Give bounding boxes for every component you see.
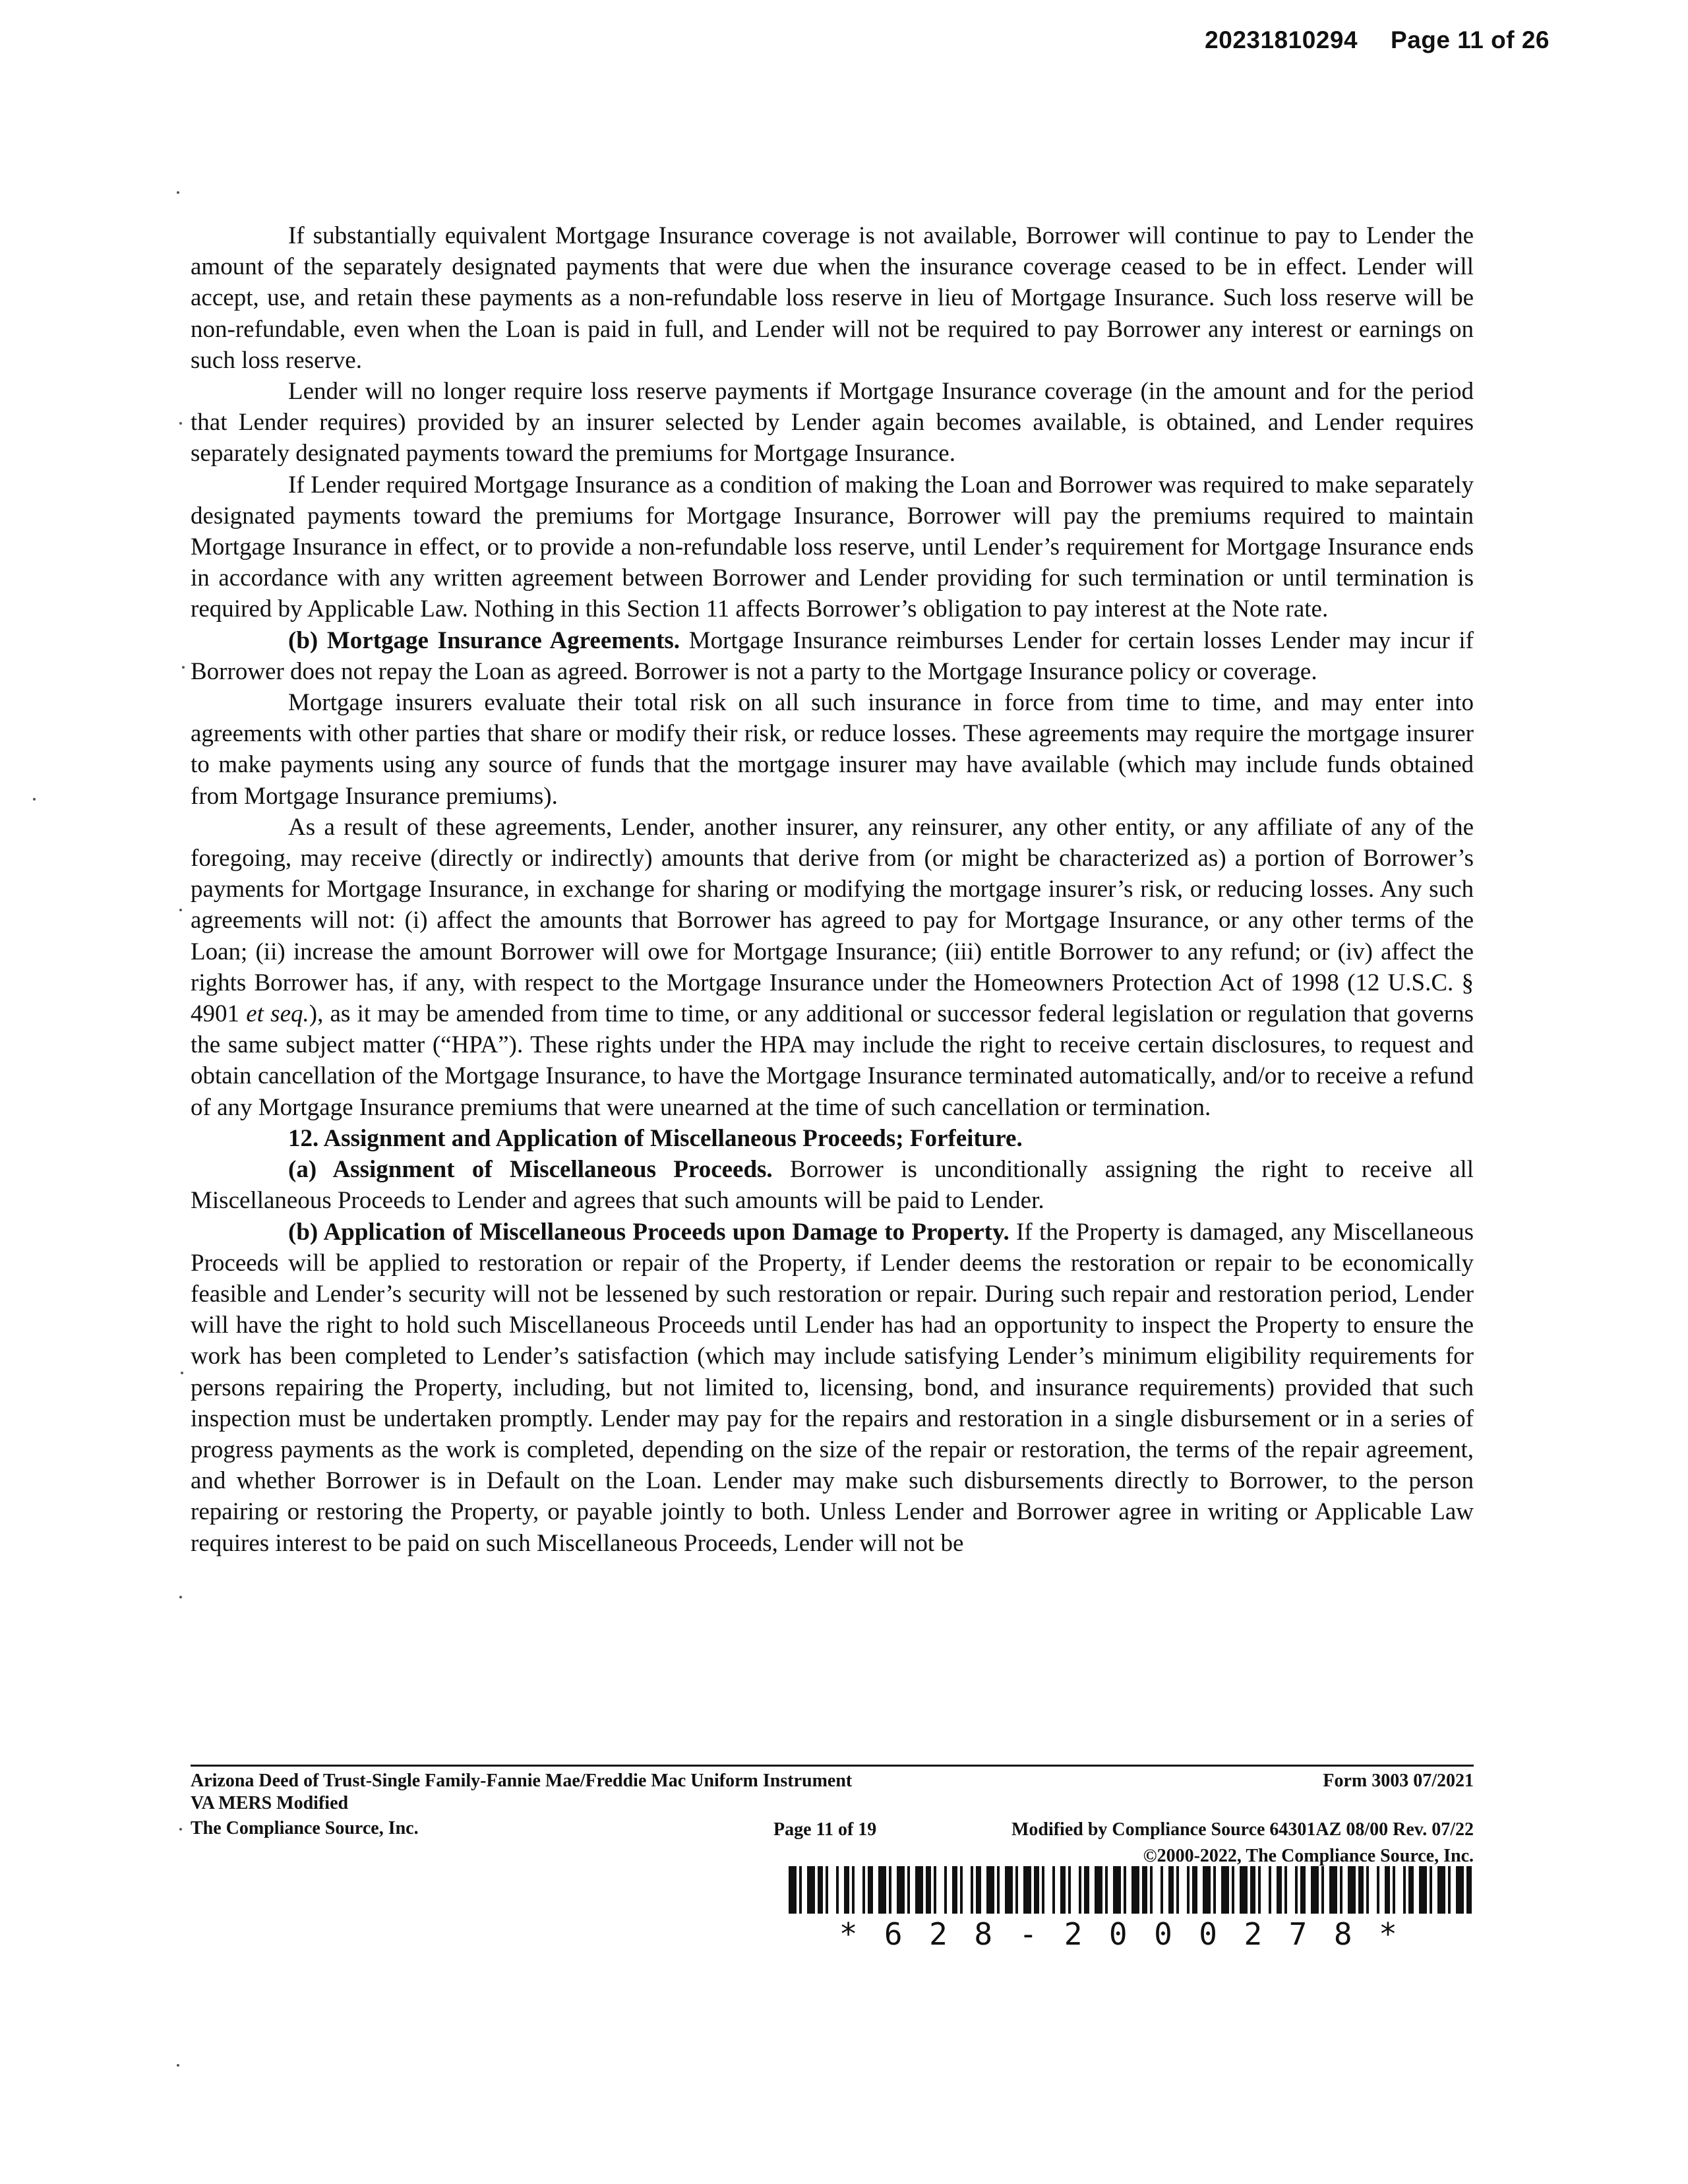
scan-speck bbox=[181, 1372, 183, 1374]
document-body bbox=[191, 220, 1474, 1559]
scan-speck bbox=[179, 909, 182, 911]
section-heading: 12. Assignment and Application of Miscellaneous Proceeds; Forfeiture. bbox=[288, 1124, 1023, 1152]
paragraph bbox=[191, 812, 1474, 1123]
barcode-text: *628-2000278* bbox=[839, 1916, 1424, 1952]
section-heading: (b) Application of Miscellaneous Proceeds upon Damage to Property. bbox=[288, 1218, 1010, 1246]
paragraph-text: If the Property is damaged, any Miscellaneous Proceeds will be applied to restoration or repair of the Property, if Lender deems the restoration or repair to be economically feasible and Lender’s security will not be lessened by such restoration or repair. During such repair and restoration period, Lender will have the right to hold such Miscellaneous Proceeds until Lender has had an opportunity to inspect the Property to ensure the work has been completed to Lender’s satisfaction (which may include satisfying Lender’s minimum eligibility requirements for persons repairing the Property, including, but not limited to, licensing, bond, and insurance requirements) provided that such inspection must be undertaken promptly. Lender may pay for the repairs and restoration in a single disbursement or in a series of progress payments as the work is completed, depending on the size of the repair or restoration, the terms of the repair agreement, and whether Borrower is in Default on the Loan. Lender may make such disbursements directly to Borrower, to the person repairing or restoring the Property, or payable jointly to both. Unless Lender and Borrower agree in writing or Applicable Law requires interest to be paid on such Miscellaneous Proceeds, Lender will not be bbox=[191, 1218, 1474, 1557]
paragraph: Mortgage insurers evaluate their total risk on all such insurance in force from time to time, and may enter into agreements with other parties that share or modify their risk, or reduce losses. These agreements may require the mortgage insurer to make payments using any source of funds that the mortgage insurer may have available (which may include funds obtained from Mortgage Insurance premiums). bbox=[191, 689, 1474, 810]
footer-page-number: Page 11 of 19 bbox=[773, 1819, 877, 1840]
footer-form-title: Arizona Deed of Trust-Single Family-Fannie Mae/Freddie Mac Uniform Instrument bbox=[191, 1771, 853, 1791]
document-number: 20231810294 bbox=[1205, 26, 1358, 53]
italic-citation: et seq. bbox=[246, 1000, 309, 1028]
paragraph-text: ), as it may be amended from time to time, or any additional or successor federal legislation or regulation that governs the same subject matter (“HPA”). These rights under the HPA may include the right to receive certain disclosures, to request and obtain cancellation of the Mortgage Insurance, to have the Mortgage Insurance terminated automatically, and/or to receive a refund of any Mortgage Insurance premiums that were unearned at the time of such cancellation or termination. bbox=[191, 1000, 1474, 1121]
document-footer bbox=[191, 1770, 1474, 1866]
paragraph-text: As a result of these agreements, Lender, another insurer, any reinsurer, any other entity, or any affiliate of any of the foregoing, may receive (directly or indirectly) amounts that derive from (or might be characterized as) a portion of Borrower’s payments for Mortgage Insurance, in exchange for sharing or modifying the mortgage insurer’s risk, or reducing losses. Any such agreements will not: (i) affect the amounts that Borrower has agreed to pay for Mortgage Insurance, or any other terms of the Loan; (ii) increase the amount Borrower will owe for Mortgage Insurance; (iii) entitle Borrower to any refund; or (iv) affect the rights Borrower has, if any, with respect to the Mortgage Insurance under the Homeowners Protection Act of 1998 (12 U.S.C. § 4901 bbox=[191, 813, 1474, 1028]
recording-page-number: Page 11 of 26 bbox=[1391, 26, 1550, 53]
footer-divider bbox=[191, 1765, 1474, 1767]
barcode-bars bbox=[789, 1866, 1474, 1914]
footer-copyright: ©2000-2022, The Compliance Source, Inc. bbox=[1143, 1846, 1474, 1866]
scan-speck bbox=[179, 1596, 182, 1598]
paragraph-text: Mortgage Insurance reimburses Lender for certain losses Lender may incur if Borrower does not repay the Loan as agreed. Borrower is not a party to the Mortgage Insurance policy or coverage. bbox=[191, 626, 1474, 685]
paragraph: If substantially equivalent Mortgage Insurance coverage is not available, Borrower will continue to pay to Lender the amount of the separately designated payments that were due when the insurance coverage ceased to be in effect. Lender will accept, use, and retain these payments as a non-refundable loss reserve in lieu of Mortgage Insurance. Such loss reserve will be non-refundable, even when the Loan is paid in full, and Lender will not be required to pay Borrower any interest or earnings on such loss reserve. bbox=[191, 222, 1474, 374]
scan-speck bbox=[177, 191, 179, 194]
barcode bbox=[789, 1866, 1474, 1952]
footer-modified-by: Modified by Compliance Source 64301AZ 08/00 Rev. 07/22 bbox=[1011, 1819, 1474, 1840]
footer-form-variant: VA MERS Modified bbox=[191, 1793, 349, 1813]
paragraph bbox=[191, 1154, 1474, 1216]
footer-company: The Compliance Source, Inc. bbox=[191, 1818, 419, 1838]
recording-stamp bbox=[1205, 26, 1550, 54]
section-heading: (a) Assignment of Miscellaneous Proceeds. bbox=[288, 1156, 773, 1184]
scan-speck bbox=[177, 2064, 179, 2067]
scan-speck bbox=[182, 666, 185, 669]
paragraph: If Lender required Mortgage Insurance as a condition of making the Loan and Borrower was required to make separately designated payments toward the premiums for Mortgage Insurance, Borrower will pay the premiums required to maintain Mortgage Insurance in effect, or to provide a non-refundable loss reserve, until Lender’s requirement for Mortgage Insurance ends in accordance with any written agreement between Borrower and Lender providing for such termination or until termination is required by Applicable Law. Nothing in this Section 11 affects Borrower’s obligation to pay interest at the Note rate. bbox=[191, 471, 1474, 623]
scan-speck bbox=[179, 422, 182, 425]
footer-form-number: Form 3003 07/2021 bbox=[1323, 1771, 1474, 1791]
paragraph bbox=[191, 625, 1474, 687]
paragraph: Lender will no longer require loss reserve payments if Mortgage Insurance coverage (in the amount and for the period that Lender requires) provided by an insurer selected by Lender again becomes available, is obtained, and Lender requires separately designated payments toward the premiums for Mortgage Insurance. bbox=[191, 378, 1474, 468]
scan-speck bbox=[33, 798, 36, 801]
scan-speck bbox=[179, 1828, 182, 1831]
paragraph bbox=[191, 1217, 1474, 1559]
section-heading: (b) Mortgage Insurance Agreements. bbox=[288, 626, 680, 654]
paragraph-text: Borrower is unconditionally assigning the right to receive all Miscellaneous Proceeds to Lender and agrees that such amounts will be paid to Lender. bbox=[191, 1156, 1474, 1215]
